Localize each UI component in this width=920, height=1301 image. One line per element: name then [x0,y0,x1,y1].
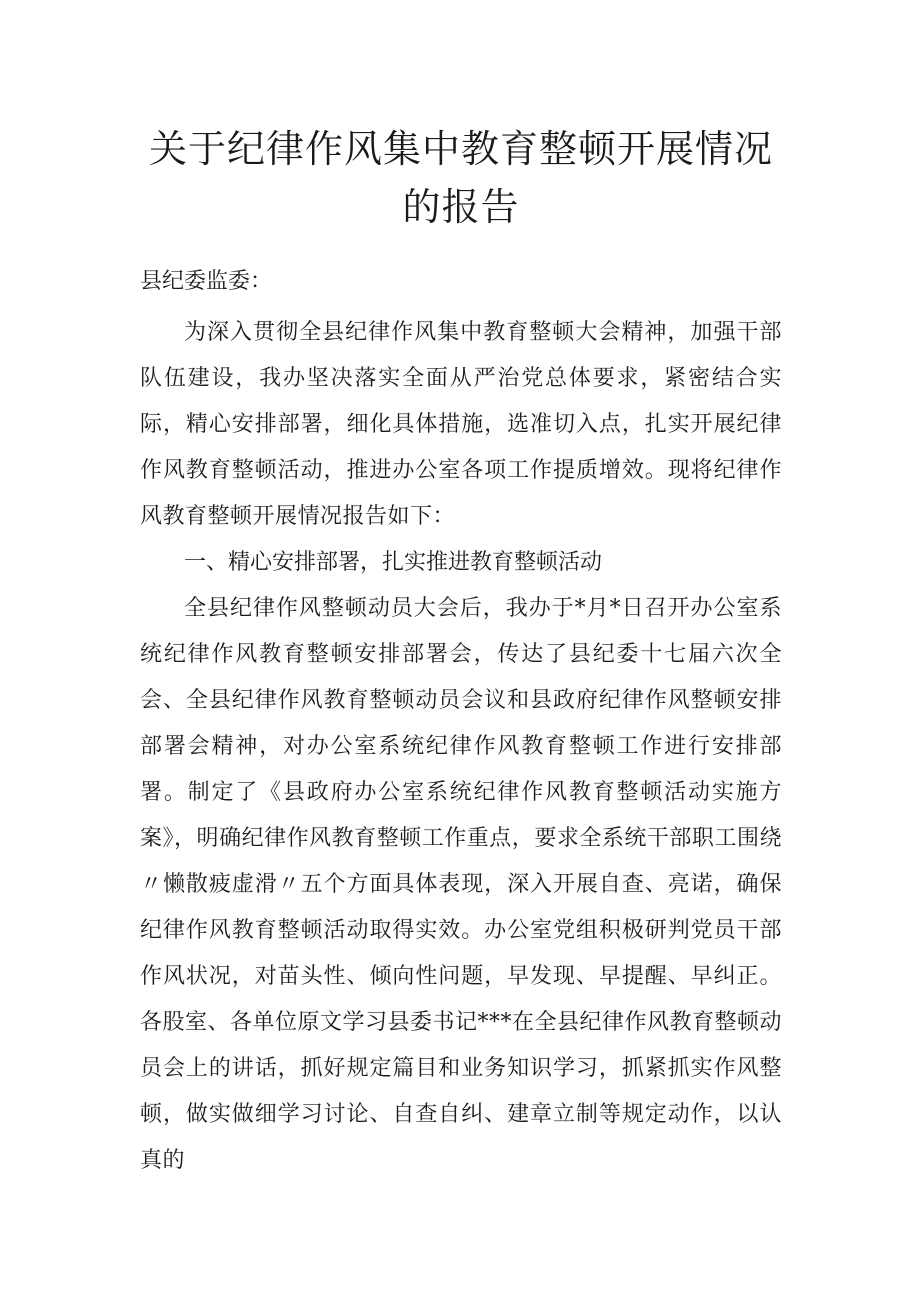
section-heading: 一、精心安排部署，扎实推进教育整顿活动 [184,550,603,575]
salutation: 县纪委监委： [140,269,273,294]
document-title: 关于纪律作风集中教育整顿开展情况的报告 [148,127,773,229]
section-paragraph: 全县纪律作风整顿动员大会后，我办于*月*日召开办公室系统纪律作风教育整顿安排部署会，传达了县纪委十七届六次全会、全县纪律作风教育整顿动员会议和县政府纪律作风整顿安排部署会精神，对办公室系统纪律作风教育整顿工作进行安排部署。制定了《县政府办公室系统纪律作风教育整顿活动实施方案》，明确纪律作风教育整顿工作重点，要求全系统干部职工围绕〃懒散疲虚滑〃五个方面具体表现，深入开展自查、亮诺，确保纪律作风教育整顿活动取得实效。办公室党组积极研判党员干部作风状况，对苗头性、倾向性问题，早发现、早提醒、早纠正。各股室、各单位原文学习县委书记***在全县纪律作风教育整顿动员会上的讲话，抓好规定篇目和业务知识学习，抓紧抓实作风整顿，做实做细学习讨论、自查自纠、建章立制等规定动作，以认真的 [140,596,783,1173]
intro-paragraph: 为深入贯彻全县纪律作风集中教育整顿大会精神，加强干部队伍建设，我办坚决落实全面从严治党总体要求，紧密结合实际，精心安排部署，细化具体措施，选准切入点，扎实开展纪律作风教育整顿活动，推进办公室各项工作提质增效。现将纪律作风教育整顿开展情况报告如下： [140,320,782,529]
